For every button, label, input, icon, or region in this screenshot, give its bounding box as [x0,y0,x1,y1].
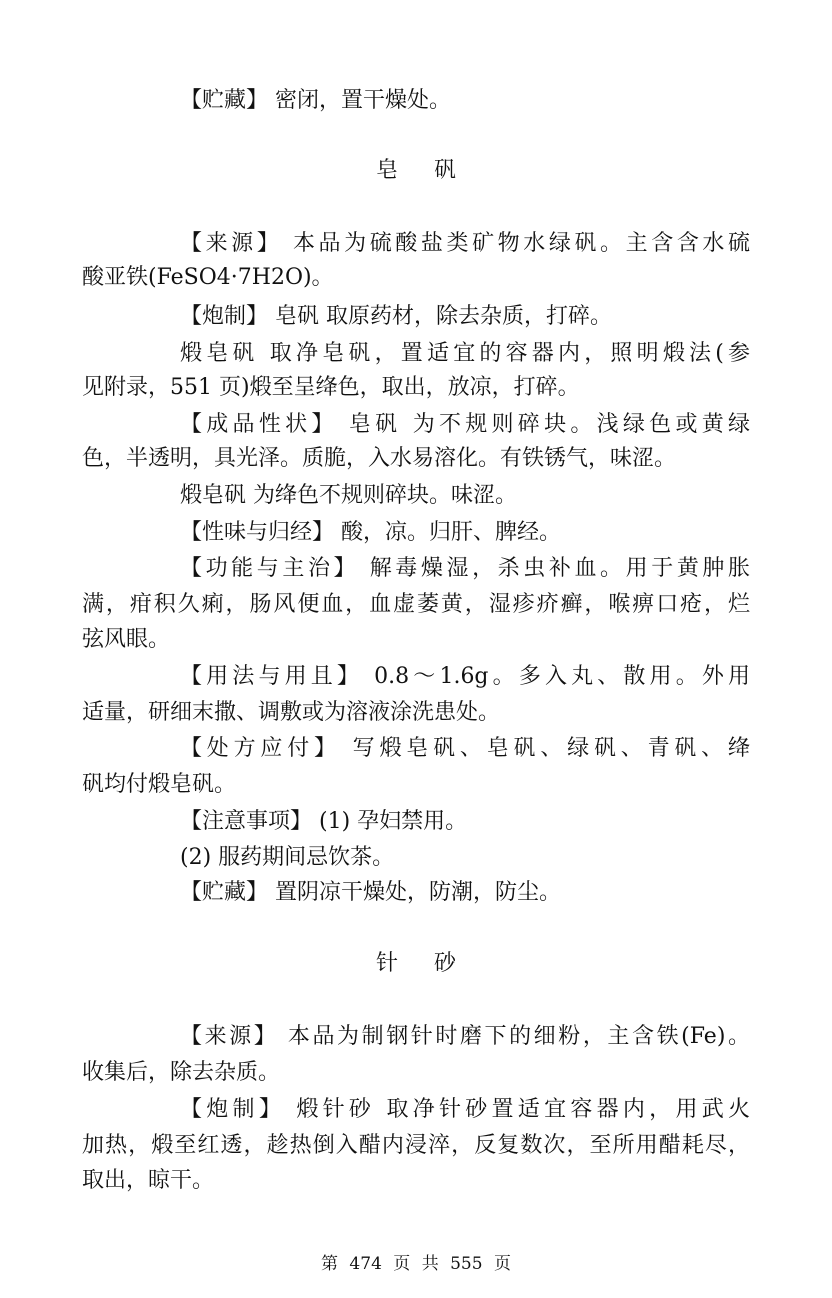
paragraph-first-line: 煅皂矾 取净皂矾，置适宜的容器内，照明煅法(参 [180,341,750,366]
paragraph-continuation-line: 适量，研细末撒、调敷或为溶液涂洗患处。 [82,700,501,725]
paragraph-first-line: 【用法与用且】 0.8～1.6g。多入丸、散用。外用 [180,664,750,689]
paragraph-continuation-line: 满，疳积久痢，肠风便血，血虚萎黄，湿疹疥癣，喉痹口疮，烂 [82,592,750,617]
paragraph-continuation-line: 酸亚铁(FeSO4·7H2O)。 [82,265,334,290]
paragraph-first-line: 【炮制】 皂矾 取原药材，除去杂质，打碎。 [180,304,612,329]
paragraph-first-line: 【成品性状】 皂矾 为不规则碎块。浅绿色或黄绿 [180,412,750,437]
paragraph-first-line: (2) 服药期间忌饮茶。 [180,845,395,870]
paragraph-continuation-line: 加热，煅至红透，趁热倒入醋内浸淬，反复数次，至所用醋耗尽， [82,1133,750,1158]
paragraph-first-line: 【贮藏】 密闭，置干燥处。 [180,88,451,113]
paragraph-first-line: 【炮制】 煅针砂 取净针砂置适宜容器内，用武火 [180,1097,750,1122]
paragraph-continuation-line: 弦风眼。 [82,627,171,652]
paragraph-continuation-line: 色，半透明，具光泽。质脆，入水易溶化。有铁锈气，味涩。 [82,446,677,471]
section-title: 皂矾 [375,158,492,183]
section-title: 针砂 [375,951,492,976]
paragraph-continuation-line: 矾均付煅皂矾。 [82,772,237,797]
paragraph-continuation-line: 取出，晾干。 [82,1168,215,1193]
paragraph-first-line: 【功能与主治】 解毒燥湿，杀虫补血。用于黄肿胀 [180,556,750,581]
paragraph-first-line: 【注意事项】 (1) 孕妇禁用。 [180,809,468,834]
paragraph-first-line: 【来源】 本品为硫酸盐类矿物水绿矾。主含含水硫 [180,231,750,256]
paragraph-first-line: 【性味与归经】 酸，凉。归肝、脾经。 [180,520,561,545]
paragraph-first-line: 煅皂矾 为绛色不规则碎块。味涩。 [180,483,517,508]
paragraph-first-line: 【处方应付】 写煅皂矾、皂矾、绿矾、青矾、绛 [180,736,750,761]
paragraph-continuation-line: 收集后，除去杂质。 [82,1060,281,1085]
page-footer: 第 474 页 共 555 页 [321,1254,511,1274]
paragraph-first-line: 【贮藏】 置阴凉干燥处，防潮，防尘。 [180,880,561,905]
paragraph-first-line: 【来源】 本品为制钢针时磨下的细粉，主含铁(Fe)。 [180,1024,750,1049]
paragraph-continuation-line: 见附录，551 页)煅至呈绛色，取出，放凉，打碎。 [82,375,580,400]
